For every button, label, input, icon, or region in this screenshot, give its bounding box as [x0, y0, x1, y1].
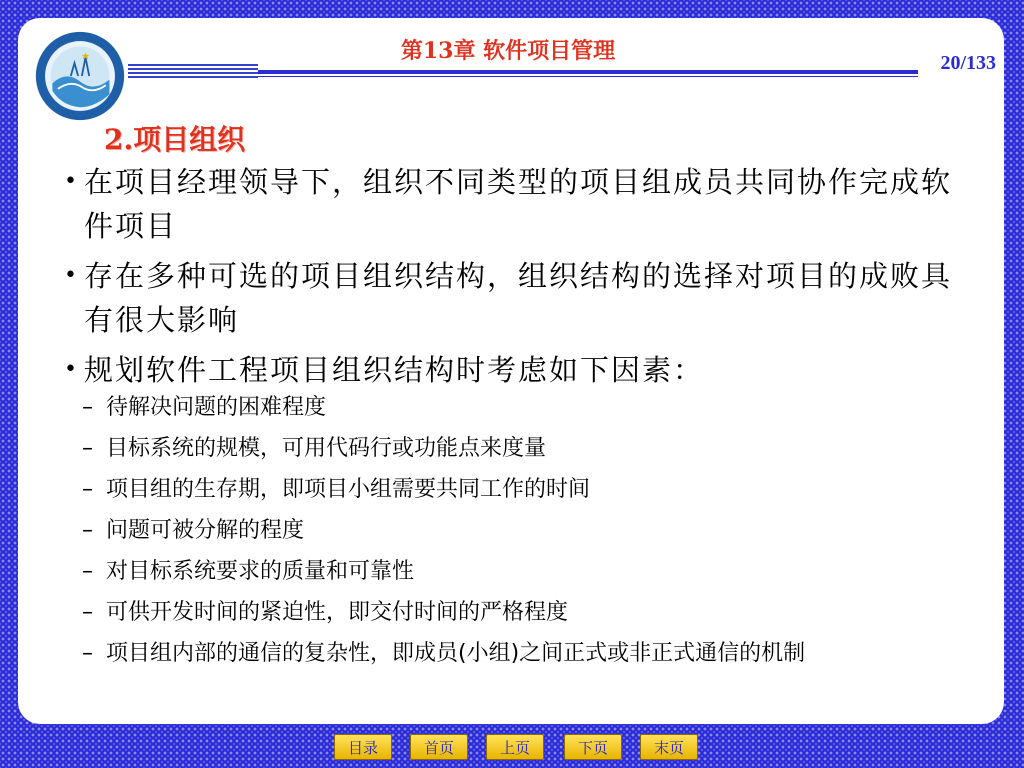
sub-item: – 问题可被分解的程度 [80, 515, 960, 546]
toc-button[interactable]: 目录 [334, 734, 392, 760]
header-rule [258, 70, 918, 74]
last-page-button[interactable]: 末页 [640, 734, 698, 760]
chapter-title: 第13章 软件项目管理 [400, 38, 616, 64]
section-title: 2.项目组织 [104, 123, 246, 156]
bullet-list [62, 160, 982, 398]
sub-item-list [80, 392, 960, 679]
sub-item: – 项目组内部的通信的复杂性，即成员(小组)之间正式或非正式通信的机制 [80, 638, 960, 669]
bullet-item: • 规划软件工程项目组织结构时考虑如下因素： [62, 348, 982, 392]
page-counter: 20/133 [940, 52, 996, 74]
sub-item: – 目标系统的规模，可用代码行或功能点来度量 [80, 433, 960, 464]
bullet-item: • 存在多种可选的项目组织结构，组织结构的选择对项目的成败具有很大影响 [62, 254, 982, 342]
header-rule-thin [258, 76, 918, 77]
sub-item: – 项目组的生存期，即项目小组需要共同工作的时间 [80, 474, 960, 505]
next-page-button[interactable]: 下页 [564, 734, 622, 760]
sub-item: – 可供开发时间的紧迫性，即交付时间的严格程度 [80, 597, 960, 628]
navigation-bar [0, 734, 1024, 764]
home-button[interactable]: 首页 [410, 734, 468, 760]
bullet-item: • 在项目经理领导下，组织不同类型的项目组成员共同协作完成软件项目 [62, 160, 982, 248]
prev-page-button[interactable]: 上页 [486, 734, 544, 760]
header-decoration [128, 64, 258, 84]
college-logo-icon [34, 30, 126, 122]
sub-item: – 待解决问题的困难程度 [80, 392, 960, 423]
sub-item: – 对目标系统要求的质量和可靠性 [80, 556, 960, 587]
